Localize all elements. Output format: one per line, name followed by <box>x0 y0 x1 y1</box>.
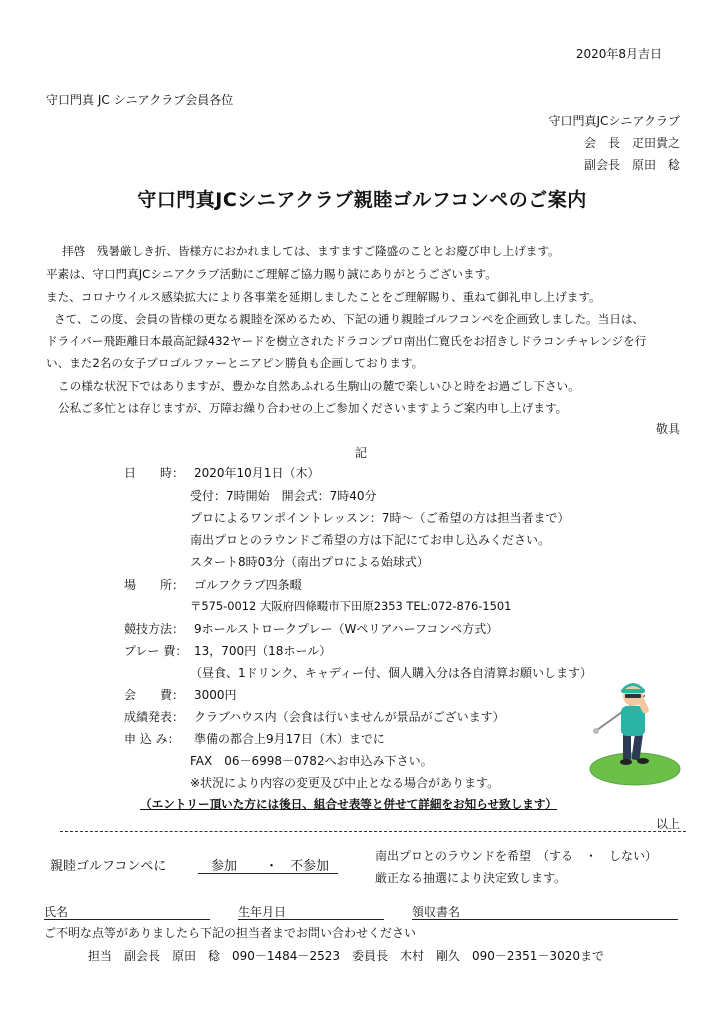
place-label: 場 所： <box>124 578 185 592</box>
closing-keigu: 敬具 <box>655 422 680 436</box>
ijou-label: 以上 <box>655 817 680 831</box>
body-line-7: この様な状況下ではありますが、豊かな自然あふれる生駒山の麓で楽しいひと時をお過ごし下さい。 <box>58 379 580 393</box>
dues-label: 会 費： <box>124 688 185 702</box>
date-line-round: 南出プロとのラウンドご希望の方は下記にてお申し込みください。 <box>190 533 551 547</box>
body-line-6: い、また2名の女子プロゴルファーとニアピン勝負も企画しております。 <box>46 356 424 370</box>
receipt-field[interactable] <box>412 919 678 920</box>
place-address: 〒575-0012 大阪府四條畷市下田原2353 TEL:072-876-1501 <box>190 599 512 613</box>
lottery-note: 厳正なる抽選により決定致します。 <box>375 871 567 885</box>
awards-label: 成績発表： <box>124 710 185 724</box>
birthdate-field-label: 生年月日 <box>238 905 287 919</box>
place-value: ゴルフクラブ四条畷 <box>194 578 302 592</box>
ki-heading: 記 <box>355 446 368 460</box>
body-line-2: 平素は、守口門真JCシニアクラブ活動にご理解ご協力賜り誠にありがとうございます。 <box>46 267 497 281</box>
sender-organization: 守口門真JCシニアクラブ <box>548 114 680 128</box>
sender-vice-president: 副会長 原田 稔 <box>583 158 680 172</box>
option-separator: ・ <box>265 859 279 874</box>
sender-president: 会 長 疋田貴之 <box>583 136 680 150</box>
date-line-start: スタート8時03分（南出プロによる始球式） <box>190 555 429 569</box>
apply-label: 申 込 み： <box>124 732 180 746</box>
fee-label: プレー 費： <box>124 644 188 658</box>
attend-option[interactable]: 参加 <box>211 859 238 874</box>
date-line-reception: 受付：7時開始 開会式：7時40分 <box>190 489 377 503</box>
contact-note: ご不明な点等がありましたら下記の担当者までお問い合わせください <box>44 926 417 940</box>
body-line-3: また、コロナウイルス感染拡大により各事業を延期しましたことをご理解賜り、重ねて御礼申し上げます。 <box>46 290 601 304</box>
awards-value: クラブハウス内（会食は行いませんが景品がございます） <box>194 710 505 724</box>
apply-fax: FAX 06－6998－0782へお申込み下さい。 <box>190 754 433 768</box>
not-attend-option[interactable]: 不参加 <box>290 859 330 874</box>
body-line-1: 拝啓 残暑厳しき折、皆様方におかれましては、ますますご隆盛のこととお慶び申し上げます。 <box>62 244 560 258</box>
format-label: 競技方法： <box>124 622 185 636</box>
entry-note: （エントリー頂いた方には後日、組合せ表等と併せて詳細をお知らせ致します） <box>140 797 558 811</box>
body-line-5: ドライバー飛距離日本最高記録432ヤードを樹立されたドラコンプロ南出仁寛氏をお招きしドラコンチャレンジを行 <box>46 334 647 348</box>
date-line-lesson: プロによるワンポイントレッスン：7時～（ご希望の方は担当者まで） <box>190 511 570 525</box>
fee-note: （昼食、1ドリンク、キャディー付、個人購入分は各自清算お願いします） <box>190 666 592 680</box>
name-field[interactable] <box>44 919 210 920</box>
body-line-4: さて、この度、会員の皆様の更なる親睦を深めるため、下記の通り親睦ゴルフコンペを企画致しました。当日は、 <box>54 312 645 326</box>
round-wish-option[interactable]: 南出プロとのラウンドを希望 （する ・ しない） <box>375 849 658 863</box>
form-heading: 親睦ゴルフコンペに <box>50 859 167 874</box>
golfer-illustration <box>585 672 685 790</box>
document-date: 2020年8月吉日 <box>575 47 662 61</box>
body-line-8: 公私ご多忙とは存じますが、万障お繰り合わせの上ご参加くださいますようご案内申し上げます。 <box>58 401 568 415</box>
receipt-field-label: 領収書名 <box>412 905 461 919</box>
apply-value: 準備の都合上9月17日（木）までに <box>194 732 385 746</box>
apply-note: ※状況により内容の変更及び中止となる場合があります。 <box>190 776 500 790</box>
name-field-label: 氏名 <box>44 905 69 919</box>
fee-value: 13，700円（18ホール） <box>194 644 332 658</box>
date-label: 日 時： <box>124 466 185 480</box>
page-title: 守口門真JCシニアクラブ親睦ゴルフコンペのご案内 <box>137 189 587 211</box>
recipient-line: 守口門真 JC シニアクラブ会員各位 <box>46 93 234 107</box>
birthdate-field[interactable] <box>238 919 384 920</box>
format-value: 9ホールストロークプレー（Wペリアハーフコンペ方式） <box>194 622 499 636</box>
dues-value: 3000円 <box>194 688 237 702</box>
contact-info: 担当 副会長 原田 稔 090－1484－2523 委員長 木村 剛久 090－2351－3020まで <box>88 949 604 963</box>
cut-line <box>60 831 686 832</box>
date-value: 2020年10月1日（木） <box>194 466 320 480</box>
attend-underline <box>198 873 338 874</box>
